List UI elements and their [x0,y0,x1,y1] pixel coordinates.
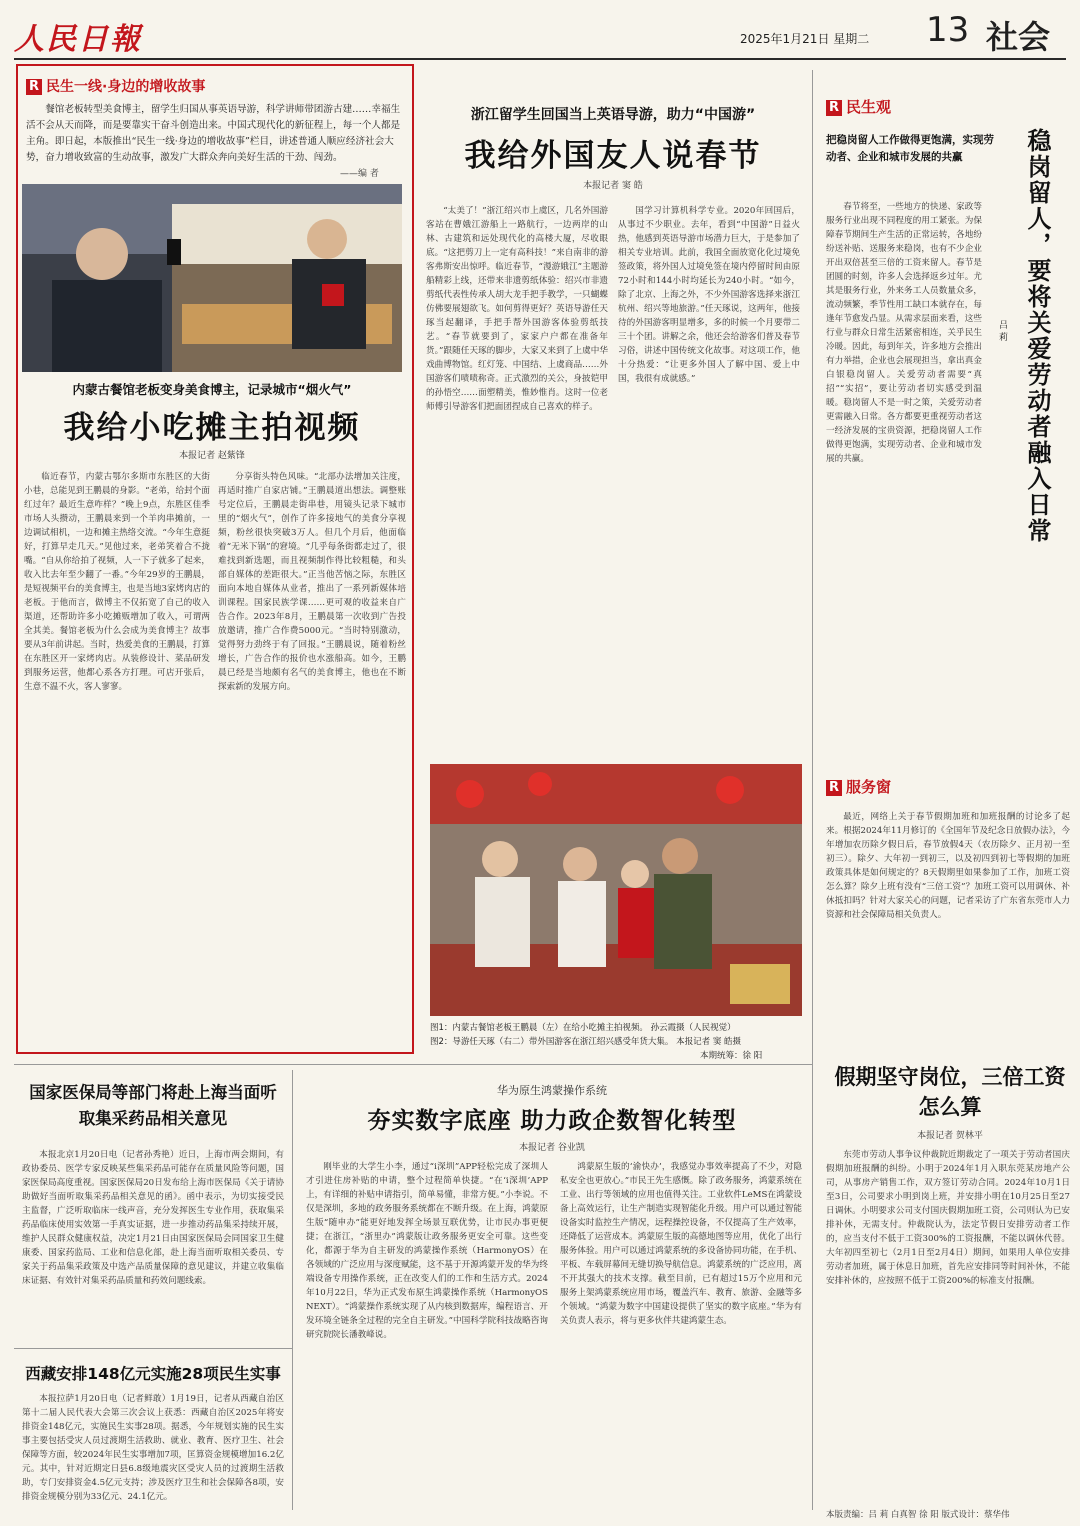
news2-headline: 西藏安排148亿元实施28项民生实事 [25,1365,281,1383]
huawei-body-col2: 鸿蒙原生版的‘渝快办’，我感觉办事效率提高了不少，对隐私安全也更放心。”市民王先生感慨。除了政务服务，鸿蒙系统在工业、出行等领域的应用也值得关注。工业软件LeMS在鸿蒙设备上高效运行，让生产制造实现智能化升级。用户可以通过智能设备实时监控生产情况，远程操控设备，不仅提高了生产效率，还降低了运营成本。鸿蒙原生版的高德地图等应用，优化了出行服务体验。用户可以通过鸿蒙系统的多设备协同功能，在手机、平板、车载屏幕间无缝切换导航信息。鸿蒙系统的广泛应用，离不开其强大的技术支撑。截至目前，已有超过15万个应用和元服务上架鸿蒙系统应用市场，覆盖汽车、教育、旅游、金融等多个领域。“鸿蒙为数字中国建设提供了坚实的数字底座。”华为有关负责人表示，将与更多伙伴共建鸿蒙生态。 [560,1162,802,1326]
bottom-section-divider [14,1064,812,1065]
caption-fig1: 图1：内蒙古餐馆老板王鹏晨（左）在给小吃摊主拍视频。 孙云霞摄（人民视觉） [430,1023,736,1033]
service-body-intro: 最近，网络上关于春节假期加班和加班报酬的讨论多了起来。根据2024年11月修订的《全国年节及纪念日放假办法》，今年增加农历除夕假日后，春节放假4天（农历除夕、正月初一至初三）。除夕、大年初一到初三，以及初四到初七等假期的加班政策具体是如何规定的？8天假期里如果参加了工作，加班工资怎么算？除夕上班有没有“三倍工资”？加班工资可以用调休、补休抵扣吗？针对大家关心的问题，记者采访了广东省东莞市人力资源和社会保障局相关负责人。 [826,812,1070,920]
news1-body: 本报北京1月20日电（记者孙秀艳）近日，上海市两会期间，有政协委员、医学专家反映某些集采药品可能存在质量风险等问题，国家医保局高度重视。国家医保局20日发布给上海市医保局《关于请协助做好当面听取集采药品相关意见的函》。函中表示，为切实接受民主监督，广泛听取临床一线声音，充分发挥医生专业作用，获取集采药品临床使用实效第一手真实证据，进一步推动药品集采持续开展，维护人民群众健康权益，决定1月21日由国家医保局会同国家卫生健康委、国家药监局、工业和信息化部，赴上海当面听取相关委员、专家关于药品集采政策及中选产品质量保障的意见建议，并建立收集临床证据、有效针对集采药品质量和药效问题线索。 [22,1150,284,1286]
r-logo-icon: R [826,780,842,796]
r-logo-icon: R [26,79,42,95]
huawei-byline: 本报记者 谷业凯 [519,1143,585,1153]
huawei-headline: 夯实数字底座 助力政企数智化转型 [367,1108,737,1134]
news-divider [14,1348,292,1349]
opinion-column-label: R 民生观 [826,96,891,117]
left-headline: 我给小吃摊主拍视频 [63,410,361,446]
feature-column-label: R 民生一线·身边的增收故事 [26,76,205,96]
masthead-date: 2025年1月21日 星期二 [740,32,870,46]
photo-guide-tourists [430,764,802,1016]
r-logo-icon: R [826,100,842,116]
huawei-kicker: 华为原生鸿蒙操作系统 [497,1084,607,1097]
center-kicker: 浙江留学生回国当上英语导游，助力“中国游” [470,107,756,123]
masthead-logo: 人民日報 [14,22,142,57]
news1-headline: 国家医保局等部门将赴上海当面听取集采药品相关意见 [29,1083,277,1128]
left-byline: 本报记者 赵紫锋 [179,451,245,461]
service-byline: 本报记者 贺林平 [917,1131,983,1141]
service-column-label: R 服务窗 [826,776,891,797]
section-name: 社会 [986,18,1051,56]
left-kicker: 内蒙古餐馆老板变身美食博主，记录城市“烟火气” [72,382,352,397]
photo-market-scene [430,764,802,1016]
opinion-summary: 把稳岗留人工作做得更饱满，实现劳动者、企业和城市发展的共赢 [826,134,994,163]
bottom-column-divider [292,1070,293,1510]
left-body-col2: 分享街头特色风味。“北部办法增加关注度，再适时推广自家店铺。”王鹏晨道出想法。调整账号定位后，王鹏晨走街串巷，用镜头记录下城市里的“烟火气”，创作了许多接地气的美食分享视频，粉丝很快突破3万人。但几个月后，他面临着“无米下锅”的窘境。“几乎每条街都走过了，很难找到新选题，而且视频制作得比较粗糙，和头部自媒体的差距很大。”正当他苦恼之际，东胜区面向本地自媒体从业者，推出了一系列新媒体培训课程。国家民族学课……更可观的收益来自广告合作。2023年8月，王鹏晨第一次收到广告投放邀请，推广合作费5000元。“当时特别激动，觉得努力劲终于有了回报。”王鹏晨说，随着粉丝增长，广告合作的报价也水涨船高。如今，王鹏晨已经是当地颇有名气的美食博主，他也在不断探索新的发展方向。 [218,472,406,692]
masthead-rule [14,58,1066,60]
opinion-headline: 稳岗留人，要将关爱劳动者融入日常 [1023,128,1051,544]
caption-fig2: 图2：导游任天琢（右二）带外国游客在浙江绍兴感受年货大集。 本报记者 窦 皓摄 [430,1037,742,1047]
photo-vendor-scene [22,184,402,372]
center-body-col1: “太美了！”浙江绍兴市上虞区，几名外国游客站在曹娥江游船上一路航行，一边两岸的山林、古建筑和远处现代化的高楼大厦，尽收眼底。“这把剪刀上一定有高科技！”来自南非的游客弗斯安出惊呼。临近春节，“漫游娥江”主题游船精彩上线，还带来非遗剪纸体验：绍兴市非遗剪纸代表性传承人胡大龙手把手教学，一只蝴蝶仿佛要展翅欲飞。如何剪得更好？英语导游任天琢当起翻译，手把手帮外国游客体验剪纸技艺。“春节就要到了，家家户户都在准备年货。”跟随任天琢的脚步，大家又来到了上虞中华戏曲博物馆。红灯笼、中国结、上虞商品……外国游客们啧啧称奇。正式激烈的关公，身披铠甲的孙悟空……面塑精美，惟妙惟肖。这时一位老师傅引导游客们把面团捏成自己喜欢的样子。 [426,206,608,412]
service-body-main: 东莞市劳动人事争议仲裁院近期裁定了一项关于劳动者国庆假期加班报酬的纠纷。小明于2024年1月入职东莞某房地产公司，从事房产销售工作，双方签订劳动合同。2024年10月1日至3日，公司要求小明到岗上班，并安排小明在10月25日至27日调休。小明要求公司支付国庆假期加班工资，公司则认为已安排补休，无需支付。仲裁院认为，法定节假日安排劳动者工作的，应当支付不低于工资300%的工资报酬，不能以调休代替。大年初四至初七（2月1日至2月4日）期间，如果用人单位安排劳动者加班，属于休息日加班，首先应安排同等时间补休，不能安排补休的，应按照不低于工资200%的标准支付报酬。 [826,1150,1070,1286]
feature-intro: 餐馆老板转型美食博主，留学生归国从事英语导游，科学讲师带团游古建……幸福生活不会从天而降，而是要靠实干奋斗创造出来。中国式现代化的新征程上，每一个人都是主角。即日起，本版推出“民生一线·身边的增收故事”栏目，讲述普通人顺应经济社会大势，奋力增收致富的生动故事，激发广大群众奔向美好生活的干劲、闯劲。 [26,104,401,163]
photo-vendor-filming [22,184,402,372]
page-number: 13 [926,10,970,50]
caption-editor: 本期统筹：徐 阳 [700,1051,763,1061]
center-byline: 本报记者 窦 皓 [583,181,643,191]
huawei-body-col1: 刚毕业的大学生小李，通过“i深圳”APP轻松完成了深圳人才引进住房补贴的申请，整个过程简单快捷。“在‘i深圳’APP上，有详细的补贴申请指引，简单易懂，非常方便。”小李说。不仅是深圳，多地的政务服务系统都在不断升级。在上海，鸿蒙原生版“随申办”能更好地发挥全场景互联优势，让市民办事更便捷；在浙江，“浙里办”鸿蒙版让政务服务更安全可靠。这些变化，都源于华为自主研发的鸿蒙操作系统（HarmonyOS）在各领域的广泛应用与深度赋能，这不基于开源鸿蒙开发的华为终端设备专用操作系统，正在改变人们的工作和生活方式。2024年10月22日，华为正式发布原生鸿蒙操作系统（HarmonyOS NEXT）。“鸿蒙操作系统实现了从内核到数据库，编程语言、开发环境全链条全过程的完全自主研发。”中国科学院科技战略咨询研究院院长潘教峰说。 [306,1162,548,1340]
footer-editors: 本版责编：吕 莉 白真智 徐 阳 版式设计：蔡华伟 [826,1510,1010,1520]
opinion-author: 吕 莉 [997,320,1007,341]
center-headline: 我给外国友人说春节 [464,138,762,174]
opinion-body: 春节将至，一些地方的快递、家政等服务行业出现不同程度的用工紧张。为保障春节期间生产生活的正常运转，各地纷纷送补贴、送服务来稳岗，也有不少企业开出双倍甚至三倍的工资来留人。春节是团圆的时刻，许多人会选择返乡过年。尤其是服务行业，外来务工人员数量众多，流动频繁，季节性用工缺口本就存在，每逢年节愈发凸显。从需求层面来看，这些行业与群众日常生活紧密相连，关乎民生冷暖。因此，每到年关，许多地方会推出有力举措，企业也会展现担当，拿出真金白银稳岗留人。关爱劳动者需要“真招”“实招”，要让劳动者切实感受到温暖。稳岗留人不是一时之策，关爱劳动者更需融入日常。各方都要更重视劳动者这一经济发展的宝贵资源，把稳岗留人工作做得更饱满，实现劳动者、企业和城市发展的共赢。 [826,202,982,464]
right-column-divider [812,70,813,1510]
left-body-col1: 临近春节，内蒙古鄂尔多斯市东胜区的大街小巷，总能见到王鹏晨的身影。“老弟，给封个面红过年？最近生意咋样？”晚上9点，东胜区佳季市场人头攒动，王鹏晨来到一个羊肉串摊前，一边调试相机，一边和摊主热络交流。“今年生意挺好，打算早走几天。”见他过来，老弟笑着合不拢嘴。“自从你给拍了视频，人一下子就多了起来，收入比去年至少翻了一番。”今年29岁的王鹏晨，是短视频平台的美食博主，也是当地3家烤肉店的老板。于他而言，做博主不仅拓宽了自己的收入渠道，还帮助许多小吃摊贩增加了收入，可谓两全其美。餐馆老板为什么会成为美食博主？故事要从3年前讲起。当时，热爱美食的王鹏晨，打算在东胜区开一家烤肉店。从装修设计、菜品研发到服务运营，他都心系各方打理。可店开张后，生意不温不火，客人寥寥。 [24,472,210,692]
service-headline: 假期坚守岗位，三倍工资怎么算 [834,1065,1066,1119]
center-body-col2: 国学习计算机科学专业。2020年回国后，从事过不少职业。去年，看到“中国游”日益火热，他感到英语导游市场潜力巨大，于是参加了相关专业培训。此前，我国全面放宽化化过境免签政策，将外国人过境免签在境内停留时间由原72小时和144小时均延长为240小时。“如今，除了北京、上海之外，不少外国游客选择来浙江杭州、绍兴等地旅游。”任天琢说，这两年，他接待的外国游客明显增多，多的时候一个月要带二三十个团。讲解之余，他还会给游客们普及春节习俗，讲述中国传统文化故事。对这项工作，他十分热爱：“让更多外国人了解中国、爱上中国，我很有成就感。” [618,206,800,384]
feature-intro-sign: ——编 者 [340,169,379,179]
news2-body: 本报拉萨1月20日电（记者鲜敢）1月19日，记者从西藏自治区第十二届人民代表大会第三次会议上获悉：西藏自治区2025年将安排资金148亿元，实施民生实事28项。据悉，今年规划实施的民生实事主要包括受灾人员过渡期生活救助、就业、教育、医疗卫生、社会保障等方面，较2024年民生实事增加7项，匡算资金规模增加16.2亿元。其中，针对近期定日县6.8级地震灾区受灾人员的过渡期生活救助，专门安排资金4.5亿元支持；涉及医疗卫生和社会保障各8项，安排资金规模分别为33亿元、24.1亿元。 [22,1394,284,1502]
